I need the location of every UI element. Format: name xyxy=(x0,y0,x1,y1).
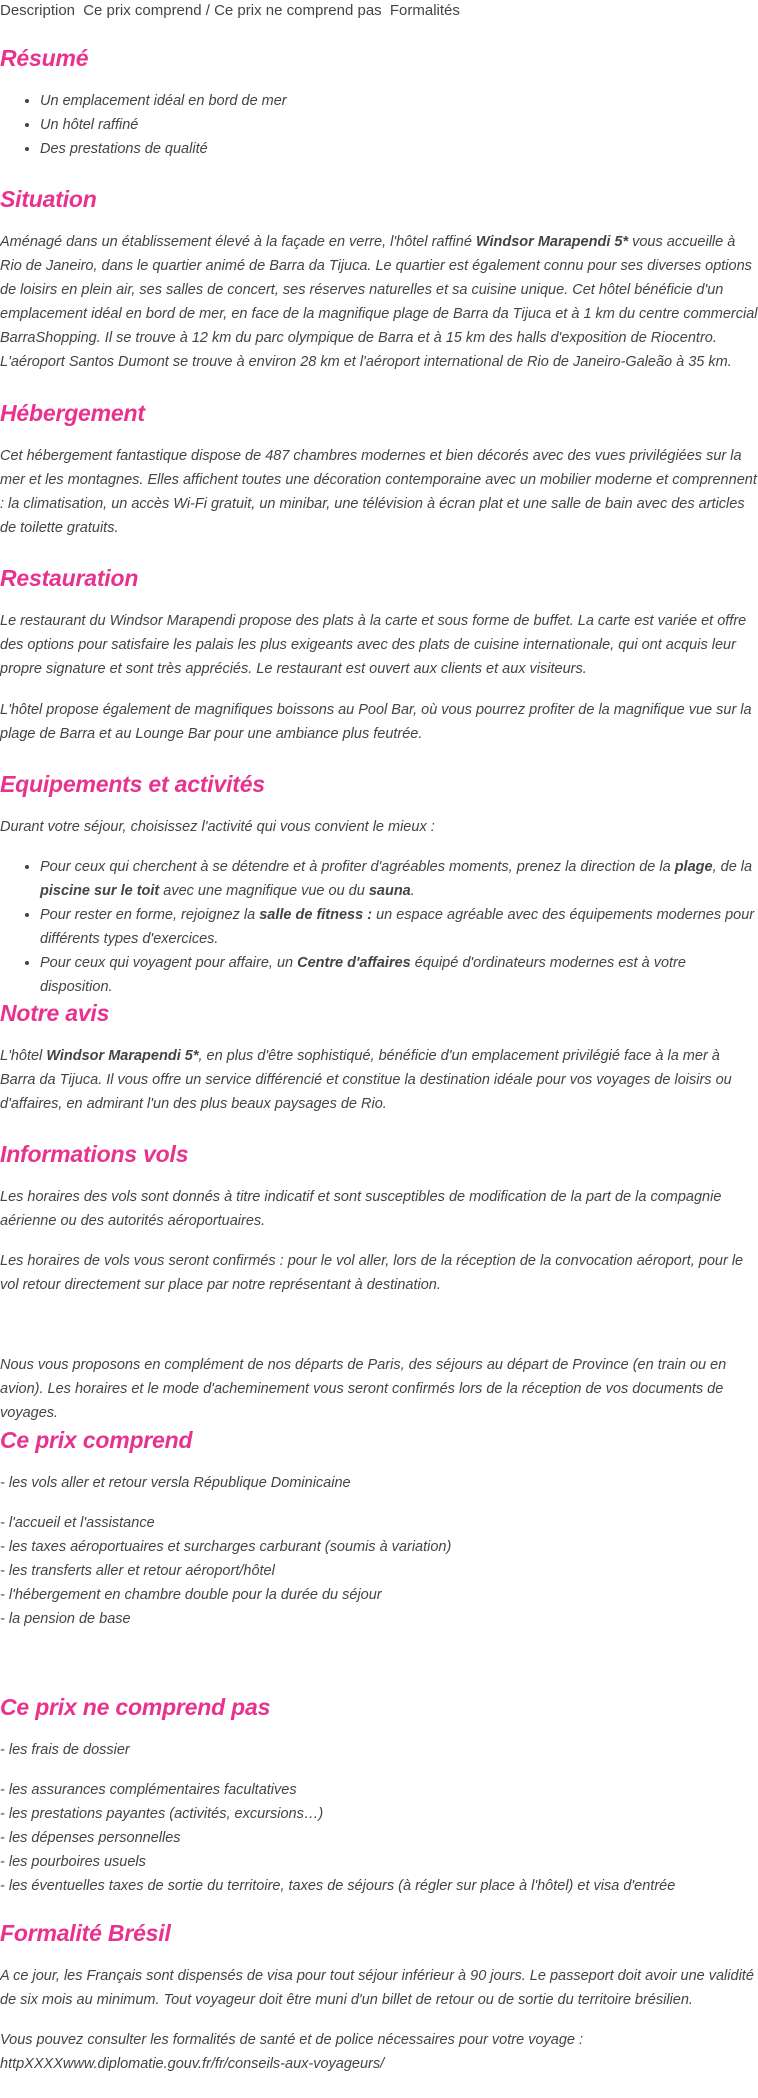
ne-comprend-first: - les frais de dossier xyxy=(0,1742,130,1758)
section-title-resume: Résumé xyxy=(0,45,89,71)
section-title-hebergement: Hébergement xyxy=(0,400,145,426)
tab-bar xyxy=(0,0,758,23)
vols-text-2: Les horaires de vols vous seront confirmés : pour le vol aller, lors de la réception de la convocation aéroport, pour le vol retour directement sur place par notre représentant à destination. xyxy=(0,1253,744,1293)
section-title-situation: Situation xyxy=(0,186,97,212)
list-item: - les transferts aller et retour aéroport/hôtel xyxy=(0,1563,275,1579)
tab-prix[interactable]: Ce prix comprend / Ce prix ne comprend pas xyxy=(83,2,382,19)
equipements-intro: Durant votre séjour, choisissez l'activité qui vous convient le mieux : xyxy=(0,819,435,835)
situation-text: Aménagé dans un établissement élevé à la façade en verre, l'hôtel raffiné Windsor Marapendi 5* vous accueille à Rio de Janeiro, dans le quartier animé de Barra da Tijuca. Le quartier est également connu pour ses diverses options de loisirs en plein air, ses salles de concert, ses réserves naturelles et sa cuisine unique. Cet hôtel bénéficie d'un emplacement idéal en bord de mer, en face de la magnifique plage de Barra da Tijuca et à 1 km du centre commercial BarraShopping. Il se trouve à 12 km du parc olympique de Barra et à 15 km des halls d'exposition de Riocentro. L'aéroport Santos Dumont se trouve à environ 28 km et l'aéroport international de Rio de Janeiro-Galeão à 35 km. xyxy=(0,234,758,370)
comprend-first: - les vols aller et retour versla République Dominicaine xyxy=(0,1475,351,1491)
list-item: - les éventuelles taxes de sortie du territoire, taxes de séjours (à régler sur place à l'hôtel) et visa d'entrée xyxy=(0,1878,676,1894)
list-item: - les pourboires usuels xyxy=(0,1854,146,1870)
list-item: • Un hôtel raffiné xyxy=(40,113,758,137)
restauration-text-2: L'hôtel propose également de magnifiques boissons au Pool Bar, où vous pourrez profiter de la magnifique vue sur la plage de Barra et au Lounge Bar pour une ambiance plus feutrée. xyxy=(0,702,752,742)
list-item: • Pour ceux qui voyagent pour affaire, un Centre d'affaires équipé d'ordinateurs modernes est à votre disposition. xyxy=(40,951,758,999)
list-item: - la pension de base xyxy=(0,1611,131,1627)
list-item: - les dépenses personnelles xyxy=(0,1830,181,1846)
list-item: • Pour ceux qui cherchent à se détendre et à profiter d'agréables moments, prenez la direction de la plage, de la piscine sur le toit avec une magnifique vue ou du sauna. xyxy=(40,855,758,903)
section-title-restauration: Restauration xyxy=(0,565,139,591)
restauration-text-1: Le restaurant du Windsor Marapendi propose des plats à la carte et sous forme de buffet. La carte est variée et offre des options pour satisfaire les palais les plus exigeants avec des plats de cuisine internationale, qui ont acquis leur propre signature et sont très appréciés. Le restaurant est ouvert aux clients et aux visiteurs. xyxy=(0,613,747,677)
equipements-list xyxy=(0,855,758,999)
vols-text-1: Les horaires des vols sont donnés à titre indicatif et sont susceptibles de modification de la part de la compagnie aérienne ou des autorités aéroportuaires. xyxy=(0,1189,722,1229)
section-title-formalite: Formalité Brésil xyxy=(0,1920,171,1946)
resume-list xyxy=(0,89,758,161)
formalite-text-2: Vous pouvez consulter les formalités de santé et de police nécessaires pour votre voyage : xyxy=(0,2032,584,2048)
tab-description[interactable]: Description xyxy=(0,2,76,19)
vols-text-3: Nous vous proposons en complément de nos départs de Paris, des séjours au départ de Province (en train ou en avion). Les horaires et le mode d'acheminement vous seront confirmés lors de la réception de vos documents de voyages. xyxy=(0,1357,727,1421)
list-item: • Un emplacement idéal en bord de mer xyxy=(40,89,758,113)
ne-comprend-list xyxy=(0,1778,758,1898)
list-item: • Des prestations de qualité xyxy=(40,137,758,161)
list-item: - l'accueil et l'assistance xyxy=(0,1515,155,1531)
avis-text: L'hôtel Windsor Marapendi 5*, en plus d'être sophistiqué, bénéficie d'un emplacement privilégié face à la mer à Barra da Tijuca. Il vous offre un service différencié et constitue la destination idéale pour vos voyages de loisirs ou d'affaires, en admirant l'un des plus beaux paysages de Rio. xyxy=(0,1048,732,1112)
list-item: - les taxes aéroportuaires et surcharges carburant (soumis à variation) xyxy=(0,1539,452,1555)
hotel-name: Windsor Marapendi 5* xyxy=(475,234,629,250)
formalite-link[interactable]: httpXXXXwww.diplomatie.gouv.fr/fr/conseils-aux-voyageurs/ xyxy=(0,2056,385,2072)
formalite-text-1: A ce jour, les Français sont dispensés de visa pour tout séjour inférieur à 90 jours. Le passeport doit avoir une validité de six mois au minimum. Tout voyageur doit être muni d'un billet de retour ou de sortie du territoire brésilien. xyxy=(0,1968,754,2008)
list-item: - l'hébergement en chambre double pour la durée du séjour xyxy=(0,1587,382,1603)
hebergement-text: Cet hébergement fantastique dispose de 487 chambres modernes et bien décorés avec des vues privilégiées sur la mer et les montagnes. Elles affichent toutes une décoration contemporaine avec un mobilier moderne et comprennent : la climatisation, un accès Wi-Fi gratuit, un minibar, une télévision à écran plat et une salle de bain avec des articles de toilette gratuits. xyxy=(0,448,757,536)
section-title-ne-comprend: Ce prix ne comprend pas xyxy=(0,1694,271,1720)
list-item: - les assurances complémentaires facultatives xyxy=(0,1782,297,1798)
section-title-vols: Informations vols xyxy=(0,1141,189,1167)
section-title-comprend: Ce prix comprend xyxy=(0,1427,193,1453)
comprend-list xyxy=(0,1511,758,1631)
list-item: - les prestations payantes (activités, excursions…) xyxy=(0,1806,324,1822)
section-title-avis: Notre avis xyxy=(0,1000,110,1026)
section-title-equipements: Equipements et activités xyxy=(0,771,265,797)
tab-formalites[interactable]: Formalités xyxy=(389,2,460,19)
list-item: • Pour rester en forme, rejoignez la salle de fitness : un espace agréable avec des équipements modernes pour différents types d'exercices. xyxy=(40,903,758,951)
